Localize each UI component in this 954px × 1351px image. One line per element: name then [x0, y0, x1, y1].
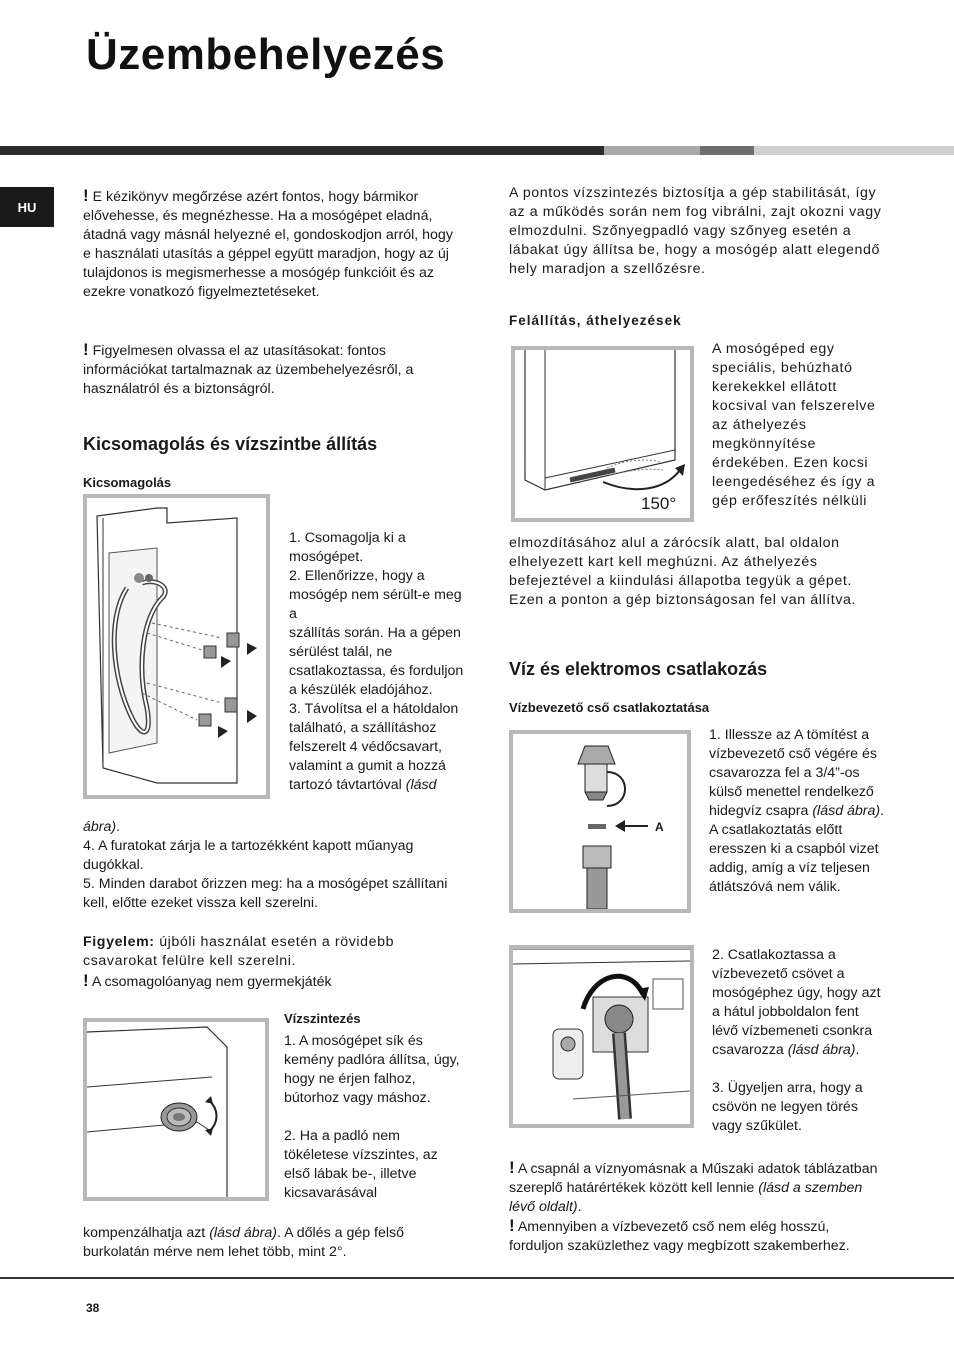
foot-illustration	[87, 1022, 265, 1197]
exclamation-icon: !	[83, 971, 89, 990]
leveling-intro: A pontos vízszintezés biztosítja a gép stabilitását, így az a működés során nem fog vibrálni, zajt okozni vagy elmozdulni. Szőnyegpadló vagy szőnyeg esetén a lábakat úgy állítsa be, hogy a mosógép alatt elegendő hely maradjon a szellőzésre.	[509, 185, 882, 277]
footer-rule	[0, 1277, 954, 1279]
warning-hose-length: ! Amennyiben a vízbevezető cső nem elég hosszú, forduljon szaküzlethez vagy megbízott szakemberhez.	[509, 1216, 850, 1254]
warning-keep-manual: ! E kézikönyv megőrzése azért fontos, hogy bármikor elővehesse, és megnézhesse. Ha a mosógépet eladná, átadná vagy másnál helyezné el, gondoskodjon arról, hogy e használati utasítás a géppel együtt maradjon, hogy az új tulajdonos is megismerhesse a mosógép funkcióit és az ezekre vonatkozó figyelmeztetéseket.	[83, 186, 453, 300]
figure-hose-machine	[509, 945, 694, 1128]
warning-read-instructions: ! Figyelmesen olvassa el az utasításokat: fontos információkat tartalmaznak az üzembehelyezésről, a használatról és a biztonságról.	[83, 340, 414, 397]
subsection-title-leveling: Vízszintezés	[284, 1011, 361, 1026]
section-title-unpacking: Kicsomagolás és vízszintbe állítás	[83, 434, 378, 454]
unpacking-steps: 1. Csomagolja ki a mosógépet. 2. Ellenőrizze, hogy a mosógép nem sérült-e meg a szállítás során. Ha a gépen sérülést talál, ne csatlakoztassa, és forduljon a készülék eladójához. 3. Távolítsa el a hátoldalon található, a szállításhoz felszerelt 4 védőcsavart, valamint a gumit a hozzá tartozó távtartóval (lásd	[289, 530, 464, 793]
subsection-title-inlet-hose: Vízbevezető cső csatlakoztatása	[509, 700, 710, 715]
hose-step-1: 1. Illessze az A tömítést a vízbevezető cső végére és csavarozza fel a 3/4”-os külső menettel rendelkező hidegvíz csapra (lásd ábra). A csatlakoztatás előtt eresszen ki a csapból vizet addig, amíg a víz teljesen átlátszóvá nem válik.	[709, 727, 885, 895]
figure-moving-trolley	[511, 346, 694, 522]
warning-water-pressure: ! A csapnál a víznyomásnak a Műszaki adatok táblázatban szereplő határértékek között kell lennie (lásd a szemben lévő oldalt).	[509, 1158, 878, 1215]
attention-label: Figyelem:	[83, 934, 155, 950]
unpacking-step-4: 4. A furatokat zárja le a tartozékként kapott műanyag dugókkal.	[83, 838, 414, 873]
gasket-label-a: A	[655, 820, 664, 834]
exclamation-icon: !	[83, 186, 89, 205]
language-badge: HU	[0, 187, 54, 227]
page-title: Üzembehelyezés	[86, 30, 446, 79]
hose-step-2: 2. Csatlakoztassa a vízbevezető csövet a mosógéphez úgy, hogy azt a hátul jobboldalon fent lévő vízbemeneti csonkra csavarozza (lásd ábra).	[712, 947, 881, 1058]
unpacking-step-continuation: ábra). 4. A furatokat zárja le a tartozékként kapott műanyag dugókkal. 5. Minden darabot őrizzen meg: ha a mosógépet szállítani kell, előtte ezeket vissza kell szerelni.	[83, 818, 463, 913]
unpacking-step-5: 5. Minden darabot őrizzen meg: ha a mosógépet szállítani kell, előtte ezeket vissza kell szerelni.	[83, 876, 448, 911]
exclamation-icon: !	[83, 340, 89, 359]
rotate-arrow-icon	[603, 470, 680, 489]
attention-note: Figyelem: újbóli használat esetén a rövidebb csavarokat felülre kell szerelni. ! A csomagolóanyag nem gyermekjáték	[83, 934, 395, 990]
back-panel-illustration	[87, 498, 266, 795]
page-number: 38	[86, 1301, 100, 1315]
section-title-water-electric: Víz és elektromos csatlakozás	[509, 659, 768, 679]
exclamation-icon: !	[509, 1158, 515, 1177]
trolley-illustration	[515, 350, 690, 518]
leveling-continuation: kompenzálhatja azt (lásd ábra). A dőlés a gép felső burkolatán mérve nem lehet több, mint 2°.	[83, 1225, 405, 1260]
figure-unpacking-back-panel	[83, 494, 270, 799]
moving-text-continuation: elmozdításához alul a zárócsík alatt, bal oldalon elhelyezett kart kell meghúzni. Az áthelyezés befejeztével a kiindulási állapotba tegyük a gépet. Ezen a ponton a gép biztonságosan fel van állítva.	[509, 535, 857, 608]
machine-inlet-illustration	[513, 949, 690, 1124]
subsection-title-unpacking: Kicsomagolás	[83, 475, 172, 490]
figure-hose-tap	[509, 730, 691, 913]
leveling-steps: 1. A mosógépet sík és kemény padlóra állítsa, úgy, hogy ne érjen falhoz, bútorhoz vagy máshoz. 2. Ha a padló nem tökéletese vízszintes, az első lábak be-, illetve kicsavarásával	[284, 1033, 460, 1201]
header-band	[0, 146, 954, 155]
moving-text-side: A mosógéped egy speciális, behúzható kerekekkel ellátott kocsival van felszerelve az áthelyezés megkönnyítése érdekében. Ezen kocsi leengedéséhez és így a gép erőfeszítés nélküli	[712, 341, 876, 509]
subsection-title-moving: Felállítás, áthelyezések	[509, 313, 682, 328]
hose-step-3: 3. Ügyeljen arra, hogy a csövön ne legyen törés vagy szűkület.	[712, 1080, 863, 1134]
moving-angle-label: 150°	[641, 494, 677, 513]
exclamation-icon: !	[509, 1216, 515, 1235]
figure-leveling-foot	[83, 1018, 269, 1201]
